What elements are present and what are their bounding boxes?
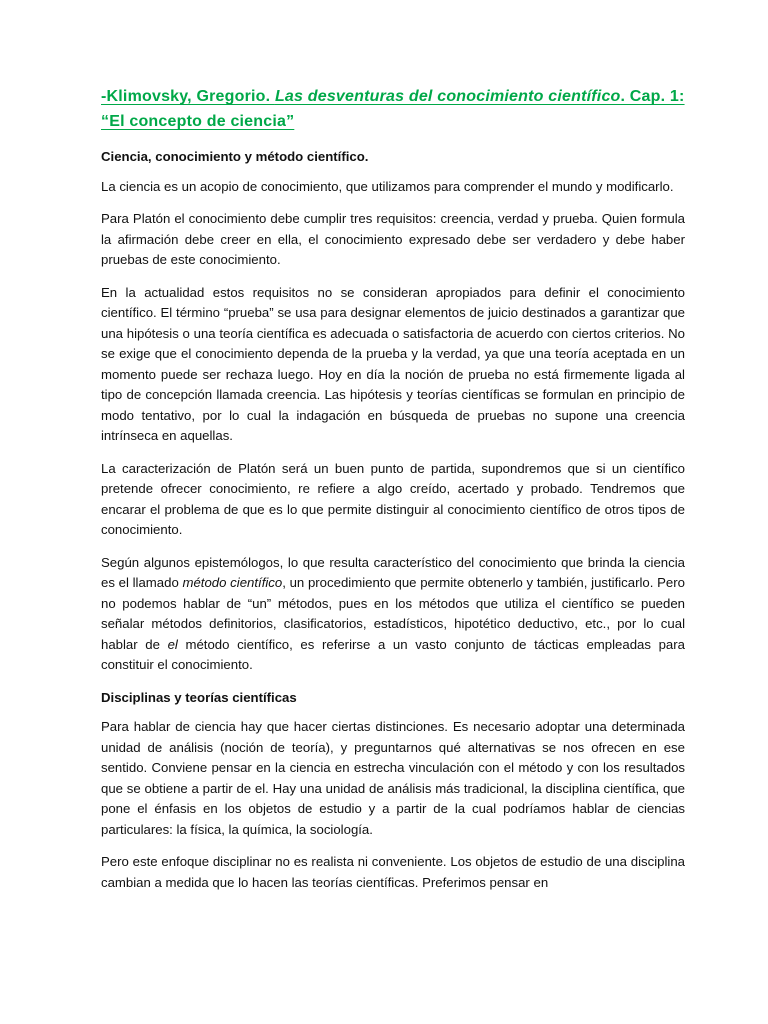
paragraph-5-part-e: método científico, es referirse a un vasto conjunto de tácticas empleadas para constituir el conocimiento. <box>101 636 685 672</box>
paragraph-7: Pero este enfoque disciplinar no es realista ni conveniente. Los objetos de estudio de una disciplina cambian a medida que lo hacen las teorías científicas. Preferimos pensar en <box>101 854 685 890</box>
section-heading-disciplinas: Disciplinas y teorías científicas <box>101 689 297 705</box>
document-title <box>101 84 685 134</box>
title-chapter: . Cap. 1: “El concepto de ciencia” <box>101 88 685 130</box>
paragraph-5-part-c: , un procedimiento que permite obtenerlo y también, justificarlo. Pero no podemos hablar de “un” métodos, pues en los métodos que utiliza el científico se pueden señalar métodos definitorios, clasificatorios, estadísticos, hipotético deductivo, etc., por lo cual hablar de <box>101 575 685 652</box>
title-author: -Klimovsky, Gregorio. <box>101 88 275 105</box>
paragraph-5 <box>101 553 685 676</box>
paragraph-4: La caracterización de Platón será un buen punto de partida, supondremos que si un científico pretende ofrecer conocimiento, re refiere a algo creído, acertado y probado. Tendremos que encarar el problema de que es lo que permite distinguir al conocimiento científico de otros tipos de conocimiento. <box>101 460 685 537</box>
paragraph-5-part-a: Según algunos epistemólogos, lo que resulta característico del conocimiento que brinda la ciencia es el llamado <box>101 554 685 590</box>
paragraph-5-part-b: método científico <box>182 575 283 590</box>
paragraph-1: La ciencia es un acopio de conocimiento, que utilizamos para comprender el mundo y modificarlo. <box>101 178 674 194</box>
paragraph-6: Para hablar de ciencia hay que hacer ciertas distinciones. Es necesario adoptar una determinada unidad de análisis (noción de teoría), y preguntarnos qué alternativas se nos ofrecen en ese sentido. Conviene pensar en la ciencia en estrecha vinculación con el método y con los resultados que se obtiene a partir de el. Hay una unidad de análisis más tradicional, la disciplina científica, que pone el énfasis en los objetos de estudio y a partir de la cual podríamos hablar de ciencias particulares: la física, la química, la sociología. <box>101 719 685 837</box>
section-heading-ciencia: Ciencia, conocimiento y método científico. <box>101 149 369 164</box>
paragraph-3: En la actualidad estos requisitos no se consideran apropiados para definir el conocimiento científico. El término “prueba” se usa para designar elementos de juicio destinados a garantizar que una hipótesis o una teoría científica es adecuada o satisfactoria de acuerdo con ciertos criterios. No se exige que el conocimiento dependa de la prueba y la verdad, ya que una teoría aceptada en un momento puede ser rechaza luego. Hoy en día la noción de prueba no está firmemente ligada al tipo de concepción llamada creencia. Las hipótesis y teorías científicas se formulan en principio de modo tentativo, por lo cual la indagación en búsqueda de pruebas no supone una creencia intrínseca en aquellas. <box>101 284 685 443</box>
paragraph-2: Para Platón el conocimiento debe cumplir tres requisitos: creencia, verdad y prueba. Quien formula la afirmación debe creer en ella, el conocimiento expresado debe ser verdadero y debe haber pruebas de este conocimiento. <box>101 211 685 267</box>
document-body <box>101 84 685 905</box>
title-book: Las desventuras del conocimiento científico <box>274 88 621 105</box>
paragraph-5-part-d: el <box>167 636 178 652</box>
